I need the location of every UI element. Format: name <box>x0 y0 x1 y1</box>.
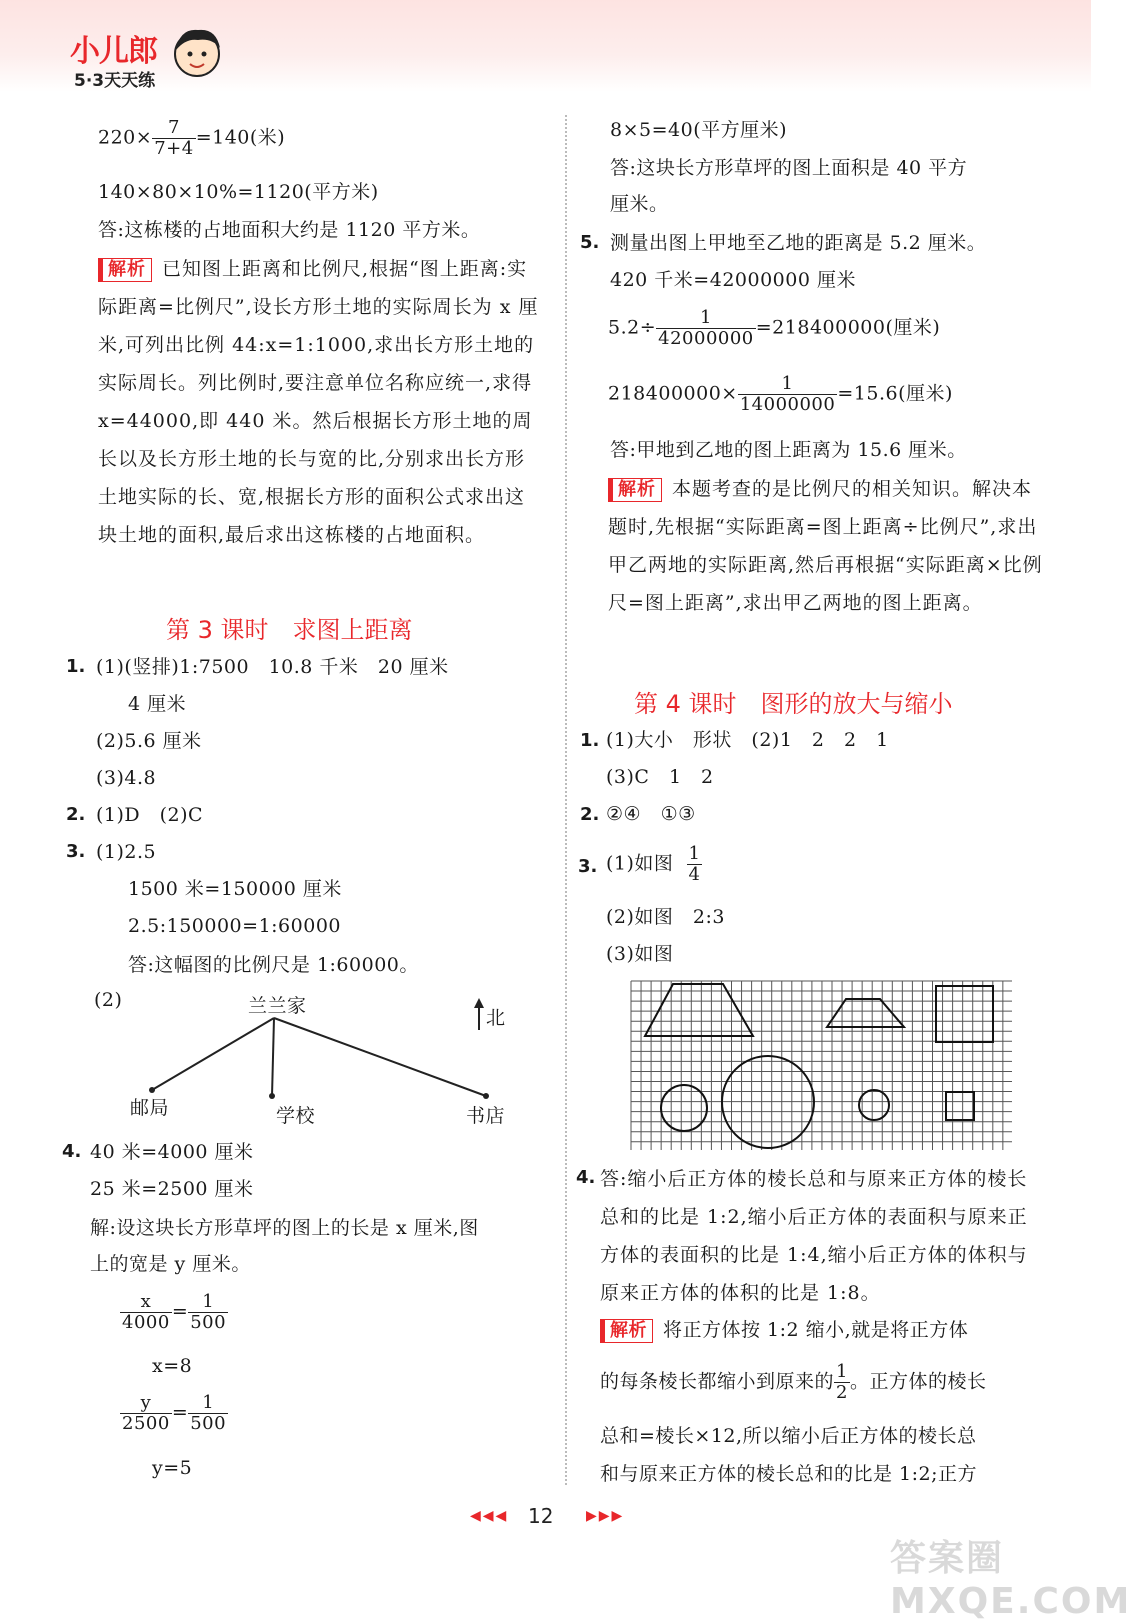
brand-logo: 小儿郎 <box>70 34 157 69</box>
question-number: 1. <box>580 730 600 751</box>
answer-line: (3)4.8 <box>96 767 157 789</box>
question-number: 4. <box>576 1167 596 1188</box>
answer-line: 答:这幅图的比例尺是 1:60000。 <box>128 954 419 976</box>
formula-row: 5.2÷ $\frac{1}{42000000}$ =218400000(厘米) <box>608 307 941 349</box>
answer-line: 上的宽是 y 厘米。 <box>90 1253 251 1275</box>
column-divider <box>565 115 567 1485</box>
answer-line: 厘米。 <box>610 193 669 215</box>
question-number: 2. <box>66 804 86 825</box>
answer-line: (2)如图 2:3 <box>606 906 725 928</box>
answer-line: 答:甲地到乙地的图上距离为 15.6 厘米。 <box>610 439 967 461</box>
answer-line: 1500 米=150000 厘米 <box>128 878 342 900</box>
question-number: 5. <box>580 232 600 253</box>
answer-line: 测量出图上甲地至乙地的距离是 5.2 厘米。 <box>610 232 987 254</box>
proportion-row: $\frac{y}{2500}$ = $\frac{1}{500}$ <box>122 1392 227 1434</box>
calc-line: 140×80×10%=1120(平方米) <box>98 181 379 203</box>
analysis-line: 和与原来正方体的棱长总和的比是 1:2;正方 <box>600 1463 978 1485</box>
answer-line: (2) <box>94 989 123 1011</box>
answer-line: ②④ ①③ <box>606 803 696 825</box>
analysis-block: 解析 本题考查的是比例尺的相关知识。解决本题时,先根据“实际距离=图上距离÷比例尺”,求出甲乙两地的实际距离,然后再根据“实际距离×比例尺=图上距离”,求出甲乙两地的图上距离。 <box>608 478 1043 614</box>
analysis-label: 解析 <box>98 258 152 282</box>
question-number: 2. <box>580 804 600 825</box>
grid-figure <box>630 980 1014 1152</box>
formula-row: 220× $\frac{7}{7+4}$ =140(米) <box>98 117 286 159</box>
answer-line: (1)D (2)C <box>96 804 204 826</box>
map-store-label: 书店 <box>466 1105 506 1127</box>
map-diagram <box>120 990 520 1130</box>
brand-subtitle: 5·3天天练 <box>74 71 156 91</box>
page-number: 12 <box>528 1504 554 1528</box>
question-number: 3. <box>578 856 598 877</box>
mascot-icon <box>168 22 226 84</box>
question-number: 3. <box>66 841 86 862</box>
answer-line: (1)2.5 <box>96 841 157 863</box>
map-post-label: 邮局 <box>130 1097 170 1119</box>
question-number: 1. <box>66 656 86 677</box>
answer-line: 答:这栋楼的占地面积大约是 1120 平方米。 <box>98 219 481 241</box>
answer-line: 25 米=2500 厘米 <box>90 1178 254 1200</box>
watermark: 答案圈 MXQE.COM <box>890 1538 1131 1622</box>
answer-line: 答:这块长方形草坪的图上面积是 40 平方 <box>610 157 968 179</box>
answer-line: x=8 <box>152 1355 193 1377</box>
map-home-label: 兰兰家 <box>248 995 307 1017</box>
answer-line: 40 米=4000 厘米 <box>90 1141 254 1163</box>
map-school-label: 学校 <box>276 1105 316 1127</box>
proportion-row: $\frac{x}{4000}$ = $\frac{1}{500}$ <box>122 1291 227 1333</box>
analysis-line: 总和=棱长×12,所以缩小后正方体的棱长总 <box>600 1425 977 1447</box>
answer-line: (3)C 1 2 <box>606 766 714 788</box>
answer-paragraph: 答:缩小后正方体的棱长总和与原来正方体的棱长总和的比是 1:2,缩小后正方体的表面积与原来正方体的表面积的比是 1:4,缩小后正方体的体积与原来正方体的体积的比是 1:8。 <box>600 1168 1028 1304</box>
answer-line: 2.5:150000=1:60000 <box>128 915 341 937</box>
calc-line: 8×5=40(平方厘米) <box>610 119 788 141</box>
formula-row: 218400000× $\frac{1}{14000000}$ =15.6(厘米) <box>608 373 953 415</box>
analysis-line: 的每条棱长都缩小到原来的 $\frac{1}{2}$ 。正方体的棱长 <box>600 1361 987 1403</box>
answer-line: 解:设这块长方形草坪的图上的长是 x 厘米,图 <box>90 1217 479 1239</box>
analysis-block: 解析 已知图上距离和比例尺,根据“图上距离:实际距离=比例尺”,设长方形土地的实际周长为 x 厘米,可列出比例 44:x=1:1000,求出长方形土地的实际周长。列比例时,要注意单位名称应统一,求得 x=44000,即 440 米。然后根据长方形土地的周长以及长方形土地的长与宽的比,分别求出长方形土地实际的长、宽,根据长方形的面积公式求出这块土地的面积,最后求出这栋楼的占地面积。 <box>98 258 539 546</box>
section-title: 第 3 课时 求图上距离 <box>166 616 413 644</box>
answer-line: (1)(竖排)1:7500 10.8 千米 20 厘米 <box>96 656 449 678</box>
answer-line: (1)如图 $\frac{1}{4}$ <box>606 843 701 885</box>
section-title: 第 4 课时 图形的放大与缩小 <box>634 690 953 718</box>
next-arrows-icon: ▶▶▶ <box>586 1508 625 1524</box>
question-number: 4. <box>62 1141 82 1162</box>
answer-line: 4 厘米 <box>128 693 187 715</box>
analysis-label: 解析 <box>608 478 662 502</box>
answer-line: (1)大小 形状 (2)1 2 2 1 <box>606 729 889 751</box>
answer-line: y=5 <box>152 1457 193 1479</box>
north-label: 北 <box>486 1007 506 1029</box>
answer-line: (3)如图 <box>606 943 674 965</box>
header-band <box>0 0 1091 92</box>
analysis-line: 解析 将正方体按 1:2 缩小,就是将正方体 <box>600 1318 968 1343</box>
answer-line: (2)5.6 厘米 <box>96 730 202 752</box>
analysis-label: 解析 <box>600 1319 653 1343</box>
prev-arrows-icon: ◀◀◀ <box>470 1508 509 1524</box>
answer-line: 420 千米=42000000 厘米 <box>610 269 856 291</box>
